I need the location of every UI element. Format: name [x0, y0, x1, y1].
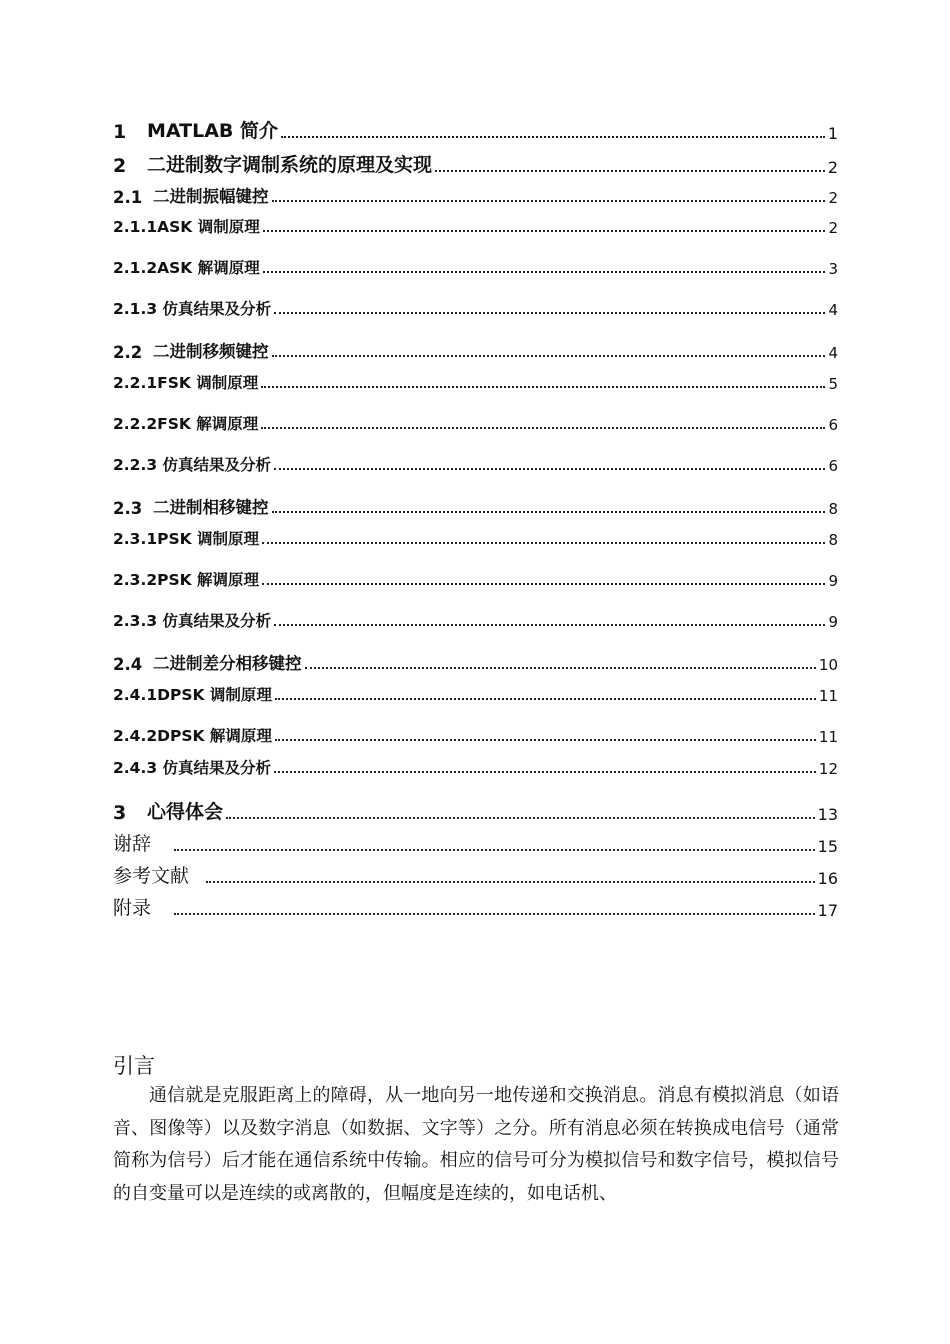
toc-dot-leader [263, 271, 826, 273]
toc-entry[interactable] [113, 861, 838, 888]
toc-dot-leader [281, 136, 825, 138]
toc-dot-leader [262, 583, 825, 585]
toc-entry-page: 6 [828, 457, 838, 475]
toc-entry-title: 二进制振幅键控 [153, 187, 269, 206]
toc-entry-title: 2.1.3 仿真结果及分析 [113, 300, 272, 318]
toc-dot-leader [305, 667, 816, 669]
toc-entry-title: 2.3.1PSK 调制原理 [113, 530, 260, 548]
toc-entry-number: 2.2 [113, 343, 143, 362]
toc-entry[interactable] [113, 724, 838, 746]
toc-entry[interactable] [113, 568, 838, 590]
toc-entry-page: 1 [827, 124, 838, 143]
toc-entry-title: 参考文献 [113, 865, 190, 887]
toc-entry-title: 2.2.1FSK 调制原理 [113, 374, 259, 392]
toc-dot-leader [174, 849, 815, 851]
toc-entry-title: 2.1.1ASK 调制原理 [113, 218, 260, 236]
toc-entry[interactable] [113, 256, 838, 278]
intro-heading: 引言 [113, 1054, 155, 1078]
toc-entry[interactable] [113, 215, 838, 237]
toc-entry-number: 2 [113, 155, 127, 177]
toc-dot-leader [274, 468, 825, 470]
toc-entry-title: 2.4.2DPSK 解调原理 [113, 727, 272, 745]
toc-dot-leader [261, 386, 825, 388]
toc-entry-page: 8 [828, 500, 838, 518]
toc-entry-title: 二进制移频键控 [153, 342, 269, 361]
toc-entry[interactable] [113, 453, 838, 475]
toc-entry[interactable] [113, 609, 838, 631]
toc-dot-leader [206, 881, 815, 883]
toc-entry-title: 2.1.2ASK 解调原理 [113, 259, 260, 277]
toc-entry[interactable] [113, 116, 838, 143]
toc-entry[interactable] [113, 371, 838, 393]
toc-entry-title: 2.2.2FSK 解调原理 [113, 415, 259, 433]
toc-entry-title: 谢辞 [113, 833, 152, 855]
toc-entry-title: 二进制相移键控 [153, 498, 269, 517]
toc-entry-number: 3 [113, 802, 127, 824]
toc-entry-page: 11 [818, 687, 838, 705]
toc-entry-page: 16 [817, 869, 838, 888]
toc-dot-leader [274, 312, 825, 314]
toc-dot-leader [275, 698, 816, 700]
toc-entry[interactable] [113, 183, 838, 207]
toc-entry[interactable] [113, 150, 838, 177]
toc-entry[interactable] [113, 797, 838, 824]
toc-entry-page: 13 [817, 805, 838, 824]
toc-entry-page: 2 [827, 158, 838, 177]
toc-dot-leader [226, 817, 815, 819]
toc-entry-title: 2.4.1DPSK 调制原理 [113, 686, 272, 704]
toc-entry-page: 10 [818, 656, 838, 674]
toc-entry-page: 4 [828, 344, 838, 362]
toc-entry-number: 1 [113, 121, 127, 143]
toc-entry[interactable] [113, 650, 838, 674]
toc-entry-page: 8 [828, 531, 838, 549]
toc-dot-leader [174, 913, 815, 915]
toc-entry-title: 二进制数字调制系统的原理及实现 [147, 154, 433, 176]
toc-entry-title: 2.2.3 仿真结果及分析 [113, 456, 272, 474]
toc-entry-page: 2 [828, 189, 838, 207]
toc-entry-page: 2 [828, 219, 838, 237]
toc-entry-title: 心得体会 [147, 801, 224, 823]
toc-entry-page: 12 [818, 760, 838, 778]
toc-entry[interactable] [113, 527, 838, 549]
toc-dot-leader [274, 771, 816, 773]
toc-dot-leader [274, 624, 825, 626]
toc-dot-leader [275, 739, 816, 741]
toc-entry-title: 2.4.3 仿真结果及分析 [113, 759, 272, 777]
toc-entry-number: 2.1 [113, 188, 143, 207]
toc-dot-leader [263, 230, 826, 232]
toc-entry-page: 5 [828, 375, 838, 393]
toc-entry-title: MATLAB 简介 [147, 120, 279, 142]
toc-entry[interactable] [113, 829, 838, 856]
toc-dot-leader [435, 170, 825, 172]
toc-entry-title: 附录 [113, 897, 152, 919]
toc-dot-leader [272, 200, 826, 202]
toc-entry-page: 17 [817, 901, 838, 920]
toc-entry[interactable] [113, 683, 838, 705]
toc-entry[interactable] [113, 893, 838, 920]
toc-entry[interactable] [113, 494, 838, 518]
toc-entry-page: 9 [828, 613, 838, 631]
toc-dot-leader [261, 427, 825, 429]
toc-dot-leader [262, 542, 825, 544]
toc-entry-page: 15 [817, 837, 838, 856]
intro-paragraph: 通信就是克服距离上的障碍，从一地向另一地传递和交换消息。消息有模拟消息（如语音、图像等）以及数字消息（如数据、文字等）之分。所有消息必须在转换成电信号（通常简称为信号）后才能在通信系统中传输。相应的信号可分为模拟信号和数字信号，模拟信号的自变量可以是连续的或离散的，但幅度是连续的，如电话机、 [113, 1085, 839, 1204]
toc-dot-leader [272, 355, 826, 357]
toc-entry-title: 二进制差分相移键控 [153, 654, 302, 673]
toc-entry[interactable] [113, 412, 838, 434]
toc-entry-title: 2.3.2PSK 解调原理 [113, 571, 260, 589]
toc-entry[interactable] [113, 338, 838, 362]
toc-entry-page: 11 [818, 728, 838, 746]
toc-entry-page: 6 [828, 416, 838, 434]
toc-entry-number: 2.4 [113, 655, 143, 674]
toc-entry-title: 2.3.3 仿真结果及分析 [113, 612, 272, 630]
toc-entry-page: 3 [828, 260, 838, 278]
toc-entry-page: 9 [828, 572, 838, 590]
toc-entry-number: 2.3 [113, 499, 143, 518]
toc-entry[interactable] [113, 756, 838, 778]
toc-dot-leader [272, 511, 826, 513]
toc-entry-page: 4 [828, 301, 838, 319]
toc-entry[interactable] [113, 297, 838, 319]
